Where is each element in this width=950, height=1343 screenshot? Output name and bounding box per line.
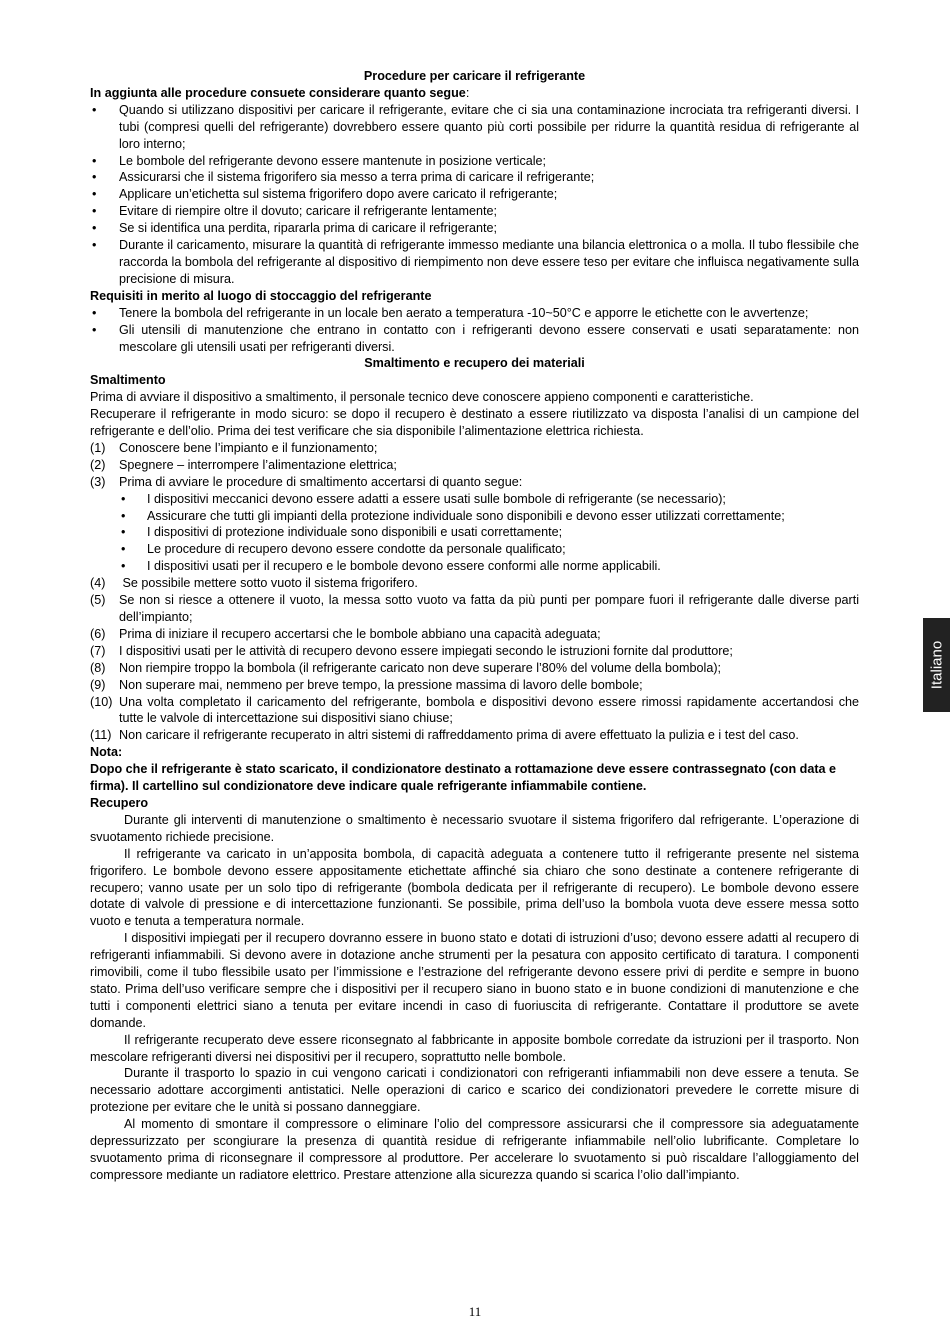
list-item: • Assicurare che tutti gli impianti della protezione individuale sono disponibili e devono esser utilizzati correttamente; bbox=[90, 508, 859, 525]
note-label: Nota: bbox=[90, 745, 123, 760]
recovery-paragraph: Durante gli interventi di manutenzione o smaltimento è necessario svuotare il sistema frigorifero dal refrigerante. L’operazione di svuotamento richiede precisione. bbox=[90, 812, 859, 844]
language-label: Italiano bbox=[928, 640, 945, 690]
recovery-paragraph: Al momento di smontare il compressore o eliminare l’olio del compressore assicurarsi che il compressore sia adeguatamente depressurizzato per scongiurare la presenza di quantità residue di refrigerante infiammabile nell’olio lubrificante. Completare lo svuotamento prima di riconsegnare il compressore al produttore. Per accelerare lo svuotamento si può riscaldare l’alloggiamento del compressore mediante un radiatore elettrico. Prestare attenzione alla sicurezza quando si scarica l’olio dall’impianto. bbox=[90, 1117, 859, 1182]
list-item: • Assicurarsi che il sistema frigorifero sia messo a terra prima di caricare il refrigerante; bbox=[90, 169, 859, 186]
subsection-title-disposal: Smaltimento bbox=[90, 373, 166, 388]
page-number: 11 bbox=[468, 1304, 482, 1319]
pre-disposal-checklist bbox=[90, 491, 859, 576]
list-item: • Evitare di riempire oltre il dovuto; caricare il refrigerante lentamente; bbox=[90, 203, 859, 220]
list-item: • Quando si utilizzano dispositivi per caricare il refrigerante, evitare che ci sia una contaminazione incrociata tra refrigeranti diversi. I tubi (compresi quelli del refrigerante) dovrebbero essere quanto più corti possibile per ridurre la quantità residua di refrigerante al loro interno; bbox=[90, 102, 859, 153]
storage-bullet-list bbox=[90, 305, 859, 356]
note-text: Dopo che il refrigerante è stato scaricato, il condizionatore destinato a rottamazione deve essere contrassegnato (con data e firma). Il cartellino sul condizionatore deve indicare quale refrigerante infiammabile contiene. bbox=[90, 762, 837, 794]
language-side-tab bbox=[923, 618, 950, 712]
numbered-step: (3) Prima di avviare le procedure di smaltimento accertarsi di quanto segue: bbox=[90, 474, 523, 489]
numbered-step: (1) Conoscere bene l’impianto e il funzionamento; bbox=[90, 440, 378, 455]
recovery-paragraph: Il refrigerante va caricato in un’apposita bombola, di capacità adeguata a contenere tutto il refrigerante presente nel sistema frigorifero. Le bombole devono essere appositamente etichettate affinché sia chiaro che sono destinate a contenere refrigerante di recupero; vanno usate per un solo tipo di refrigerante (bombola dedicata per il refrigerante di recupero). Le bombole devono essere dotate di valvole di pressione e di intercettazione funzionanti. Se possibile, prima dell’uso la bombola vuota deve essere messa sotto vuoto e tenuta a temperatura normale. bbox=[90, 846, 859, 929]
disposal-steps bbox=[90, 440, 859, 744]
subsection-title-recovery: Recupero bbox=[90, 795, 149, 810]
recovery-paragraph: I dispositivi impiegati per il recupero dovranno essere in buono stato e dotati di istruzioni d’uso; devono essere adatti al recupero di refrigeranti infiammabili. Si devono avere in dotazione anche strumenti per la pesatura con apposito certificato di taratura. I componenti rimovibili, come il tubo flessibile usato per l’immissione e l’estrazione del refrigerante devono essere privi di perdite e sempre in buono stato. Prima dell’uso verificare sempre che i dispositivi per il recupero siano in buono stato e in buone condizioni di manutenzione e che tutti i componenti elettrici siano a tenuta per evitare incendi in caso di fuoriuscita di refrigerante. Contattare il produttore se avete domande. bbox=[90, 931, 859, 1030]
list-item: • I dispositivi usati per il recupero e le bombole devono essere conformi alle norme applicabili. bbox=[90, 558, 859, 575]
numbered-step: (10) Una volta completato il caricamento del refrigerante, bombola e dispositivi devono essere rimossi rapidamente accertandosi che tutte le valvole di intercettazione sui dispositivi siano chiuse; bbox=[90, 694, 859, 726]
numbered-step: (8) Non riempire troppo la bombola (il refrigerante caricato non deve superare l’80% del volume della bombola); bbox=[90, 660, 722, 675]
list-item: • Durante il caricamento, misurare la quantità di refrigerante immesso mediante una bilancia elettronica o a molla. Il tubo flessibile che raccorda la bombola del refrigerante al dispositivo di riempimento non deve essere teso per evitare che influisca negativamente sulla precisione di misura. bbox=[90, 237, 859, 288]
numbered-step: (4) Se possibile mettere sotto vuoto il sistema frigorifero. bbox=[90, 576, 418, 591]
list-item: • Le bombole del refrigerante devono essere mantenute in posizione verticale; bbox=[90, 153, 859, 170]
list-item: • Se si identifica una perdita, ripararla prima di caricare il refrigerante; bbox=[90, 220, 859, 237]
numbered-step: (5) Se non si riesce a ottenere il vuoto, la messa sotto vuoto va fatta da più punti per pompare fuori il refrigerante dalle diverse parti dell’impianto; bbox=[90, 593, 859, 624]
section-title-charging: Procedure per caricare il refrigerante bbox=[363, 69, 586, 83]
list-item: • Tenere la bombola del refrigerante in un locale ben aerato a temperatura -10~50°C e apporre le etichette con le avvertenze; bbox=[90, 305, 859, 322]
numbered-step: (11) Non caricare il refrigerante recuperato in altri sistemi di raffreddamento prima di avere effettuato la pulizia e i test del caso. bbox=[90, 728, 799, 743]
document-body bbox=[90, 68, 859, 1184]
numbered-step: (7) I dispositivi usati per le attività di recupero devono essere impiegati secondo le istruzioni fornite dal produttore; bbox=[90, 643, 733, 658]
disposal-paragraph: Recuperare il refrigerante in modo sicuro: se dopo il recupero è destinato a essere riutilizzato va disposta l’analisi di un campione del refrigerante e dell’olio. Prima dei test verificare che sia disponibile l’alimentazione elettrica richiesta. bbox=[90, 407, 859, 439]
charging-bullet-list bbox=[90, 102, 859, 288]
list-item: • I dispositivi meccanici devono essere adatti a essere usati sulle bombole di refrigerante (se necessario); bbox=[90, 491, 859, 508]
disposal-paragraph: Prima di avviare il dispositivo a smaltimento, il personale tecnico deve conoscere appieno componenti e caratteristiche. bbox=[90, 390, 754, 405]
charging-intro: In aggiunta alle procedure consuete considerare quanto segue: bbox=[90, 85, 470, 100]
recovery-paragraph: Durante il trasporto lo spazio in cui vengono caricati i condizionatori con refrigeranti infiammabili non deve essere a tenuta. Se necessario adottare accorgimenti antistatici. Nelle operazioni di carico e scarico dei condizionatori prevedere le corrette misure di protezione per evitare che le unità si possano danneggiare. bbox=[90, 1066, 859, 1115]
list-item: • Le procedure di recupero devono essere condotte da personale qualificato; bbox=[90, 541, 859, 558]
list-item: • Applicare un’etichetta sul sistema frigorifero dopo avere caricato il refrigerante; bbox=[90, 186, 859, 203]
section-title-disposal-recovery: Smaltimento e recupero dei materiali bbox=[364, 356, 585, 371]
list-item: • Gli utensili di manutenzione che entrano in contatto con i refrigeranti devono essere conservati e usati separatamente: non mescolare gli utensili usati per refrigeranti diversi. bbox=[90, 322, 859, 356]
numbered-step: (2) Spegnere – interrompere l’alimentazione elettrica; bbox=[90, 457, 397, 472]
recovery-paragraph: Il refrigerante recuperato deve essere riconsegnato al fabbricante in apposite bombole corredate da istruzioni per il trasporto. Non mescolare refrigeranti diversi nei dispositivi per il recupero, soprattutto nelle bombole. bbox=[90, 1032, 859, 1064]
numbered-step: (9) Non superare mai, nemmeno per breve tempo, la pressione massima di lavoro delle bombole; bbox=[90, 677, 643, 692]
section-title-storage: Requisiti in merito al luogo di stoccaggio del refrigerante bbox=[90, 288, 432, 303]
numbered-step: (6) Prima di iniziare il recupero accertarsi che le bombole abbiano una capacità adeguata; bbox=[90, 626, 601, 641]
list-item: • I dispositivi di protezione individuale sono disponibili e usati correttamente; bbox=[90, 524, 859, 541]
